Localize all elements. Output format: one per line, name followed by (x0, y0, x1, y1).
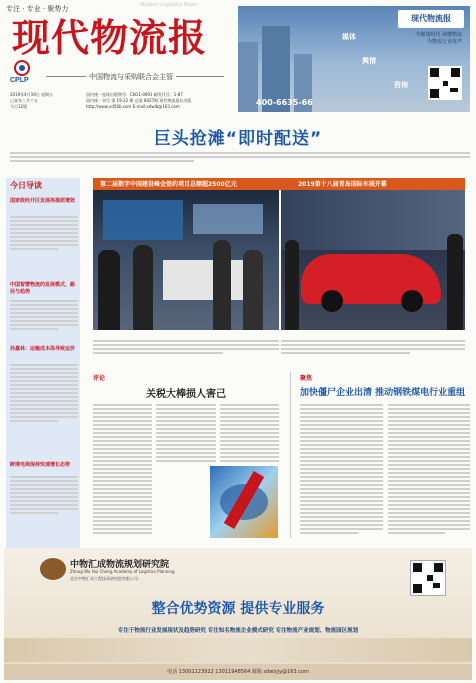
commentary-title[interactable]: 关税大棒损人害己 (146, 389, 226, 400)
guide-item-title[interactable]: 跨境电商保持快速增长态势 (10, 462, 71, 468)
news-tag: 聚焦 (300, 375, 313, 382)
guide-item-text (10, 474, 78, 516)
pub-lunar: 己亥年三月十五 (10, 98, 38, 103)
ad-services: 专注于物流行业发展现状及趋势研究 专注知名物流企业模式研究 专注物流产业规划、物流园区规划 (117, 628, 359, 634)
pub-info (10, 92, 74, 110)
photo-caption-left[interactable]: 第二届数字中国建设峰会签约项目总额超2500亿元 (100, 181, 237, 188)
guide-item-title[interactable]: 孙嘉林：运输成本高导致运价 (10, 346, 76, 352)
institute-logo-icon (40, 558, 66, 580)
bottom-advertisement[interactable] (4, 548, 472, 680)
ad-phone: 400-6635-66 (256, 98, 313, 107)
column-divider (290, 372, 291, 538)
ad-sub-line: 为物流行业发声 (426, 39, 462, 45)
ad-contact: 电话 13001123922 13011948564 邮箱 zdwlyjy@163.com (4, 664, 472, 680)
logo-text: CPLP (10, 77, 29, 84)
ad-brand: 现代物流报 (398, 10, 464, 28)
summit-photo[interactable] (93, 190, 279, 330)
institute-name: 中物汇成物流规划研究院 (70, 560, 170, 570)
institute-company: 北京中物汇成工程技术研究院有限公司 (70, 576, 138, 581)
top-advertisement[interactable] (238, 6, 470, 112)
today-guide-title: 今日导读 (10, 181, 42, 190)
institute-name-en: Zhong Wu Hui Cheng Academy of Logistics Planning (70, 569, 175, 574)
news-title[interactable]: 加快僵尸企业出清 推动钢铁煤电行业重组 (300, 388, 466, 398)
ad-sub-line: 今媒体时代 读懂物流 (415, 32, 462, 38)
ad-skyline-graphic (4, 638, 472, 662)
guide-item-title[interactable]: 国家级经开区发展再提质增效 (10, 198, 76, 204)
ad-label-media: 媒体 (342, 33, 356, 41)
pub-code-line: 国内统一连续出版物号：CN11-0091 邮发代号：1-87 (86, 92, 183, 97)
qr-code-icon (410, 560, 446, 596)
slogan: 专注 · 专业 · 聚势力 (6, 5, 69, 13)
photo-caption-text (93, 338, 279, 356)
commentary-illustration (210, 466, 278, 538)
headline[interactable]: 巨头抢滩“即时配送” (153, 129, 323, 149)
news-body (300, 402, 470, 536)
photo-caption-text (281, 338, 465, 356)
sponsor: 中国物流与采购联合会主管 (86, 72, 176, 82)
commentary-tag: 评论 (93, 375, 106, 382)
pub-code-line: 国内统一刊号 第 19-22 期 总第 8427期 现代物流报社出版 (86, 98, 192, 103)
masthead-latin: Modern Logistics News (140, 2, 198, 8)
pub-date: 2019年4月19日 星期五 (10, 92, 54, 97)
ad-sub (415, 32, 462, 46)
ad-slogan: 整合优势资源 提供专业服务 (151, 601, 325, 617)
pub-pages: 今日12版 (10, 104, 28, 109)
guide-item-text (10, 214, 78, 252)
qr-code-icon (428, 66, 462, 100)
auto-show-photo[interactable] (281, 190, 465, 330)
guide-item-text (10, 298, 78, 332)
masthead-title: 现代物流报 (12, 15, 208, 60)
pub-web: http://www.xd56b.com E-mail:xdwlb@163.com (86, 104, 180, 109)
pub-codes (86, 92, 234, 110)
photo-caption-right[interactable]: 2019第十八届青岛国际车展开幕 (298, 181, 387, 188)
guide-item-title[interactable]: 中国智慧物流的发展模式、路径与趋势 (10, 282, 76, 295)
building-graphic (238, 42, 258, 112)
ad-label-consult: 咨询 (394, 81, 408, 89)
lead-paragraph-text (10, 150, 470, 164)
ad-label-opinion: 舆情 (362, 57, 376, 65)
cplp-logo (8, 60, 42, 84)
guide-item-text (10, 362, 78, 424)
